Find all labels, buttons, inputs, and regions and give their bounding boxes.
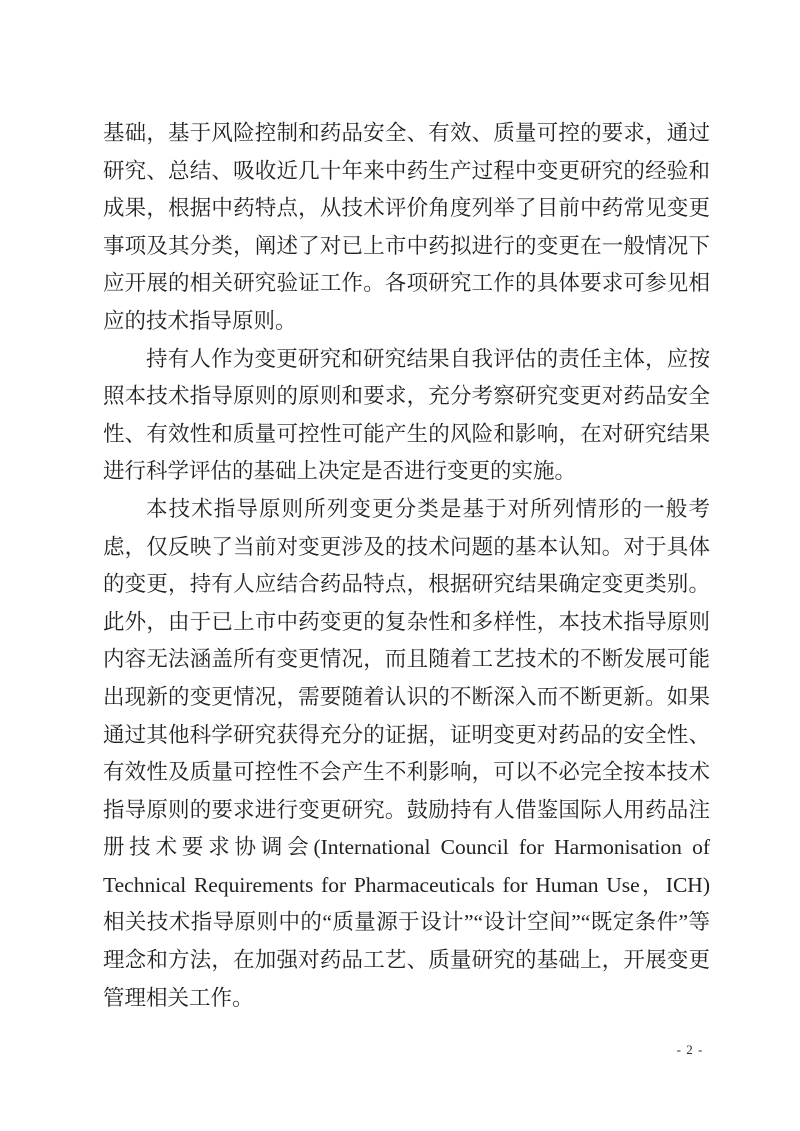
- document-body: [103, 115, 710, 1017]
- page-number: - 2 -: [676, 1042, 704, 1057]
- paragraph-continuation: 基础，基于风险控制和药品安全、有效、质量可控的要求，通过研究、总结、吸收近几十年来中药生产过程中变更研究的经验和成果，根据中药特点，从技术评价角度列举了目前中药常见变更事项及其分类，阐述了对已上市中药拟进行的变更在一般情况下应开展的相关研究验证工作。各项研究工作的具体要求可参见相应的技术指导原则。: [103, 121, 710, 333]
- paragraph-change-classification: 本技术指导原则所列变更分类是基于对所列情形的一般考虑，仅反映了当前对变更涉及的技术问题的基本认知。对于具体的变更，持有人应结合药品特点，根据研究结果确定变更类别。此外，由于已上市中药变更的复杂性和多样性，本技术指导原则内容无法涵盖所有变更情况，而且随着工艺技术的不断发展可能出现新的变更情况，需要随着认识的不断深入而不断更新。如果通过其他科学研究获得充分的证据，证明变更对药品的安全性、有效性及质量可控性不会产生不利影响，可以不必完全按本技术指导原则的要求进行变更研究。鼓励持有人借鉴国际人用药品注册技术要求协调会(International Council for Harmonisation of Technical Requirements for Pharmaceuticals for Human Use，ICH)相关技术指导原则中的“质量源于设计”“设计空间”“既定条件”等理念和方法，在加强对药品工艺、质量研究的基础上，开展变更管理相关工作。: [103, 496, 710, 1010]
- paragraph-holder-responsibility: 持有人作为变更研究和研究结果自我评估的责任主体，应按照本技术指导原则的原则和要求，充分考察研究变更对药品安全性、有效性和质量可控性可能产生的风险和影响，在对研究结果进行科学评估的基础上决定是否进行变更的实施。: [103, 346, 710, 484]
